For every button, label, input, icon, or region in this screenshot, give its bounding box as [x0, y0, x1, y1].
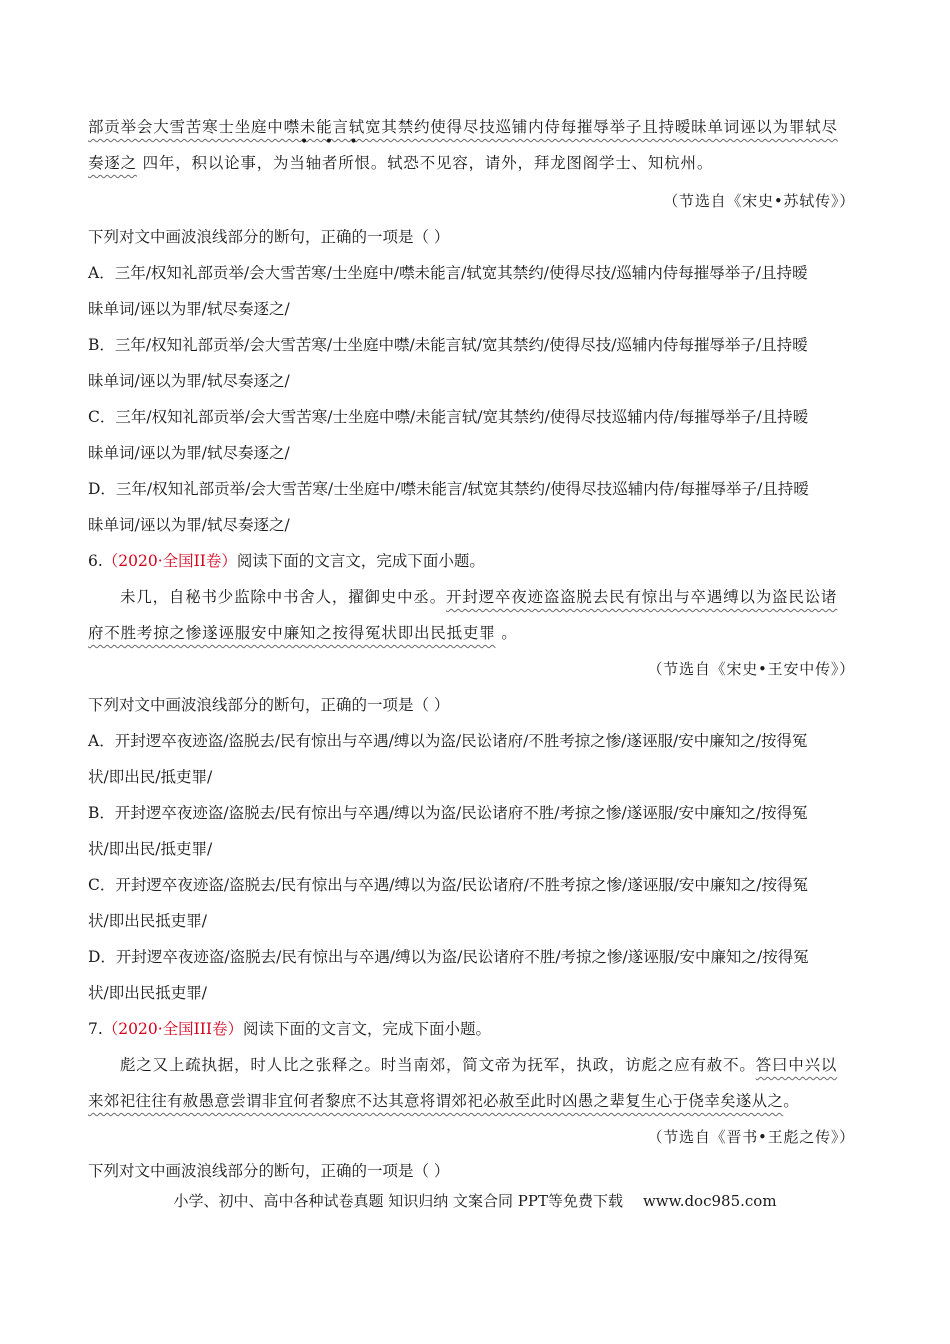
q6-number: 6. — [88, 552, 103, 570]
q7-passage-line-2 — [88, 1090, 799, 1112]
q5-option-c-line-2: 昧单词/诬以为罪/轼尽奏逐之/ — [88, 444, 290, 462]
q7-passage-end: 。 — [783, 1092, 800, 1110]
q6-option-b-line-1: B．开封逻卒夜迹盗/盗脱去/民有惊出与卒遇/缚以为盗/民讼诸府不胜/考掠之惨/遂诬服/安中廉知之/按得冤 — [88, 804, 808, 822]
q5-option-b-line-1: B．三年/权知礼部贡举/会大雪苦寒/士坐庭中噤/未能言轼/宽其禁约/使得尽技/巡辅内侍每摧辱举子/且持暧 — [88, 336, 808, 354]
q6-passage-line-2 — [88, 622, 518, 644]
q6-source-tag: （2020·全国II卷） — [102, 552, 237, 570]
q6-instruction: 阅读下面的文言文，完成下面小题。 — [236, 552, 485, 570]
q7-passage-line-1 — [120, 1054, 837, 1076]
q7-number: 7. — [88, 1020, 103, 1038]
q6-option-c-line-1: C．开封逻卒夜迹盗/盗脱去/民有惊出与卒遇/缚以为盗/民讼诸府/不胜考掠之惨/遂诬服/安中廉知之/按得冤 — [88, 876, 809, 894]
q5-question: 下列对文中画波浪线部分的断句，正确的一项是（ ） — [88, 228, 450, 246]
q6-option-b-line-2: 状/即出民/抵吏罪/ — [88, 840, 213, 858]
q6-option-a-line-1: A．开封逻卒夜迹盗/盗脱去/民有惊出与卒遇/缚以为盗/民讼诸府/不胜考掠之惨/遂诬服/安中廉知之/按得冤 — [88, 732, 808, 750]
footer-text: 小学、初中、高中各种试卷真题 知识归纳 文案合同 PPT等免费下载 — [173, 1192, 623, 1210]
emphasis-dots: • • • — [300, 134, 364, 150]
q7-wavy-text-2: 来郊祀往往有赦愚意尝谓非宜何者黎庶不达其意将谓郊祀必赦至此时凶愚之辈复生心于侥幸矣遂从之 — [88, 1092, 784, 1110]
page-footer — [0, 1190, 950, 1212]
q5-option-d-line-1: D．三年/权知礼部贡举/会大雪苦寒/士坐庭中/噤未能言/轼宽其禁约/使得尽技巡辅内侍/每摧辱举子/且持暧 — [88, 480, 809, 498]
q7-question: 下列对文中画波浪线部分的断句，正确的一项是（ ） — [88, 1162, 450, 1180]
q7-instruction: 阅读下面的文言文，完成下面小题。 — [243, 1020, 492, 1038]
q6-option-d-line-1: D．开封逻卒夜迹盗/盗脱去/民有惊出与卒遇/缚以为盗/民讼诸府不胜/考掠之惨/遂诬服/安中廉知之/按得冤 — [88, 948, 809, 966]
q6-option-c-line-2: 状/即出民抵吏罪/ — [88, 912, 207, 930]
q6-option-d-line-2: 状/即出民抵吏罪/ — [88, 984, 207, 1002]
q5-source: （节选自《宋史•苏轼传》） — [663, 192, 855, 210]
q7-source-tag: （2020·全国III卷） — [102, 1020, 244, 1038]
q7-wavy-text-1: 答曰中兴以 — [755, 1056, 838, 1074]
q7-header — [88, 1018, 491, 1040]
q5-option-b-line-2: 昧单词/诬以为罪/轼尽奏逐之/ — [88, 372, 290, 390]
q6-question: 下列对文中画波浪线部分的断句，正确的一项是（ ） — [88, 696, 450, 714]
q6-header — [88, 550, 485, 572]
q5-passage-rest: 四年，积以论事，为当轴者所恨。轼恐不见容，请外，拜龙图阁学士、知杭州。 — [136, 154, 714, 172]
q5-option-a-line-2: 昧单词/诬以为罪/轼尽奏逐之/ — [88, 300, 290, 318]
q6-passage-end: 。 — [495, 624, 518, 642]
q5-option-a-line-1: A．三年/权知礼部贡举/会大雪苦寒/士坐庭中/噤未能言/轼宽其禁约/使得尽技/巡辅内侍每摧辱举子/且持暧 — [88, 264, 808, 282]
q5-option-d-line-2: 昧单词/诬以为罪/轼尽奏逐之/ — [88, 516, 290, 534]
q5-wavy-text-1: 部贡举会大雪苦寒士坐庭中噤未能言轼宽其禁约使得尽技巡铺内侍每摧辱举子且持暧昧单词诬以为罪轼尽 — [88, 118, 838, 136]
q6-passage-line-1 — [120, 586, 837, 608]
q6-wavy-text-1: 开封逻卒夜迹盗盗脱去民有惊出与卒遇缚以为盗民讼诸 — [446, 588, 838, 606]
q5-passage-line-1 — [88, 116, 838, 138]
q5-passage-line-2 — [88, 152, 713, 174]
q6-source: （节选自《宋史•王安中传》） — [647, 660, 855, 678]
q5-wavy-text-2: 奏逐之 — [88, 154, 137, 172]
q7-source: （节选自《晋书•王彪之传》） — [647, 1128, 855, 1146]
q6-passage-plain: 未几，自秘书少监除中书舍人，擢御史中丞。 — [120, 588, 447, 606]
q6-option-a-line-2: 状/即出民/抵吏罪/ — [88, 768, 213, 786]
q7-passage-plain: 彪之又上疏执据，时人比之张释之。时当南郊，简文帝为抚军，执政，访彪之应有赦不。 — [120, 1056, 756, 1074]
q6-wavy-text-2: 府不胜考掠之惨遂诬服安中廉知之按得冤状即出民抵吏罪 — [88, 624, 496, 642]
footer-site-link[interactable]: www.doc985.com — [642, 1192, 777, 1210]
q5-option-c-line-1: C．三年/权知礼部贡举/会大雪苦寒/士坐庭中噤/未能言轼/宽其禁约/使得尽技巡辅内侍/每摧辱举子/且持暧 — [88, 408, 809, 426]
